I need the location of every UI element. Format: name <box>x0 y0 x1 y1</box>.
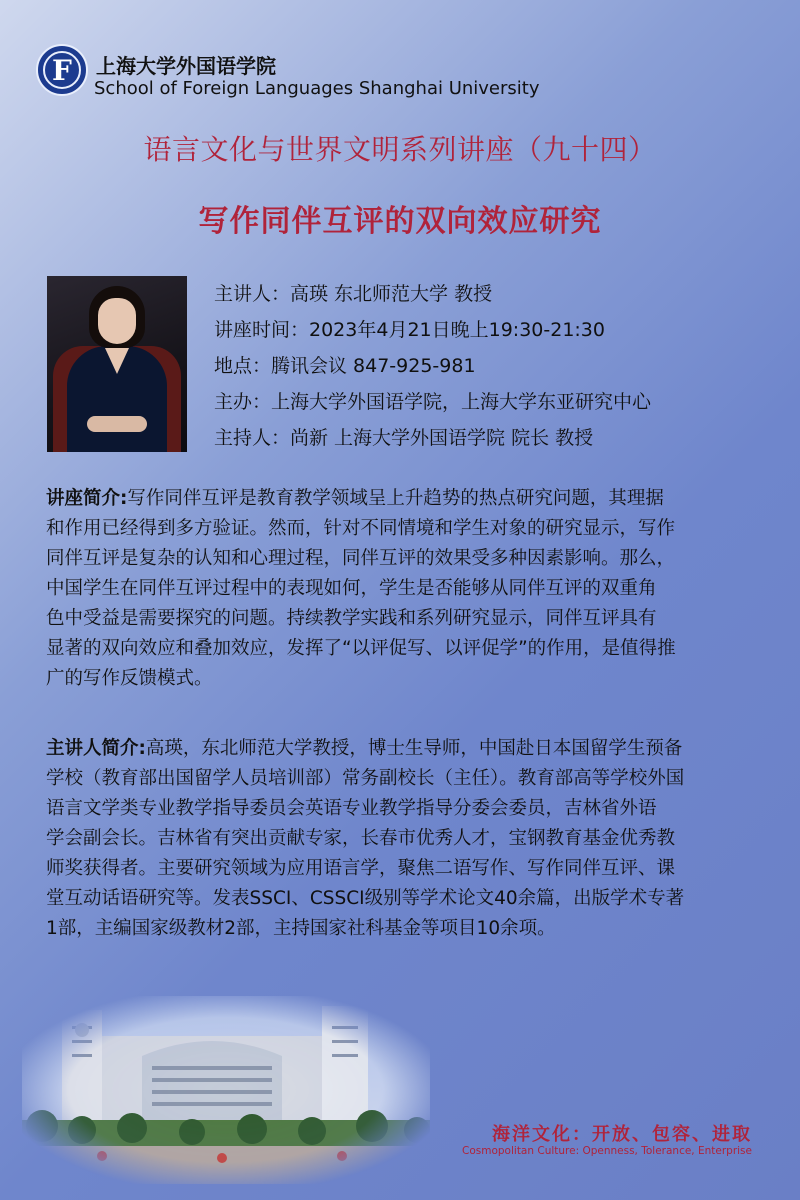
info-location: 地点：腾讯会议 847-925-981 <box>214 355 476 377</box>
bio-line: 学会副会长。吉林省有突出贡献专家，长春市优秀人才，宝钢教育基金优秀教 <box>46 828 676 849</box>
bio-line: 师奖获得者。主要研究领域为应用语言学，聚焦二语写作、写作同伴互评、课 <box>46 858 676 879</box>
school-header <box>36 44 596 108</box>
info-host: 主持人：尚新 上海大学外国语学院 院长 教授 <box>214 427 594 449</box>
lecture-title: 写作同伴互评的双向效应研究 <box>198 204 602 239</box>
abstract-line: 写作同伴互评是教育教学领域呈上升趋势的热点研究问题，其理据 <box>127 488 664 509</box>
speaker-bio <box>46 734 758 944</box>
abstract-line: 广的写作反馈模式。 <box>46 668 213 689</box>
school-name-cn: 上海大学外国语学院 <box>96 54 276 78</box>
info-speaker: 主讲人：高瑛 东北师范大学 教授 <box>214 283 493 305</box>
abstract-label: 讲座简介: <box>46 488 128 509</box>
bio-line: 高瑛，东北师范大学教授，博士生导师，中国赴日本国留学生预备 <box>145 738 683 759</box>
motto-en: Cosmopolitan Culture: Openness, Tolerance, Enterprise <box>462 1145 752 1157</box>
lecture-info <box>214 280 774 460</box>
bio-line: 堂互动话语研究等。发表SSCI、CSSCI级别等学术论文40余篇，出版学术专著 <box>46 888 685 909</box>
campus-building-image <box>22 996 430 1184</box>
lecture-abstract <box>46 484 758 694</box>
bio-label: 主讲人简介: <box>46 738 146 759</box>
bio-line: 语言文学类专业教学指导委员会英语专业教学指导分委会委员，吉林省外语 <box>46 798 657 819</box>
abstract-line: 色中受益是需要探究的问题。持续教学实践和系列研究显示，同伴互评具有 <box>46 608 657 629</box>
speaker-photo <box>47 276 187 452</box>
info-time: 讲座时间：2023年4月21日晚上19:30-21:30 <box>214 319 605 341</box>
info-organizer: 主办：上海大学外国语学院，上海大学东亚研究中心 <box>214 391 652 413</box>
abstract-line: 中国学生在同伴互评过程中的表现如何，学生是否能够从同伴互评的双重角 <box>46 578 657 599</box>
series-title: 语言文化与世界文明系列讲座（九十四） <box>143 133 657 166</box>
abstract-line: 同伴互评是复杂的认知和心理过程，同伴互评的效果受多种因素影响。那么， <box>46 548 676 569</box>
motto-cn: 海洋文化：开放、包容、进取 <box>492 1124 752 1145</box>
school-name-en: School of Foreign Languages Shanghai University <box>94 78 540 99</box>
abstract-line: 和作用已经得到多方验证。然而，针对不同情境和学生对象的研究显示，写作 <box>46 518 676 539</box>
bio-line: 1部，主编国家级教材2部，主持国家社科基金等项目10余项。 <box>46 918 556 939</box>
school-logo-icon: F <box>36 44 88 96</box>
abstract-line: 显著的双向效应和叠加效应，发挥了“以评促写、以评促学”的作用，是值得推 <box>46 638 676 659</box>
bio-line: 学校（教育部出国留学人员培训部）常务副校长（主任）。教育部高等学校外国 <box>46 768 685 789</box>
